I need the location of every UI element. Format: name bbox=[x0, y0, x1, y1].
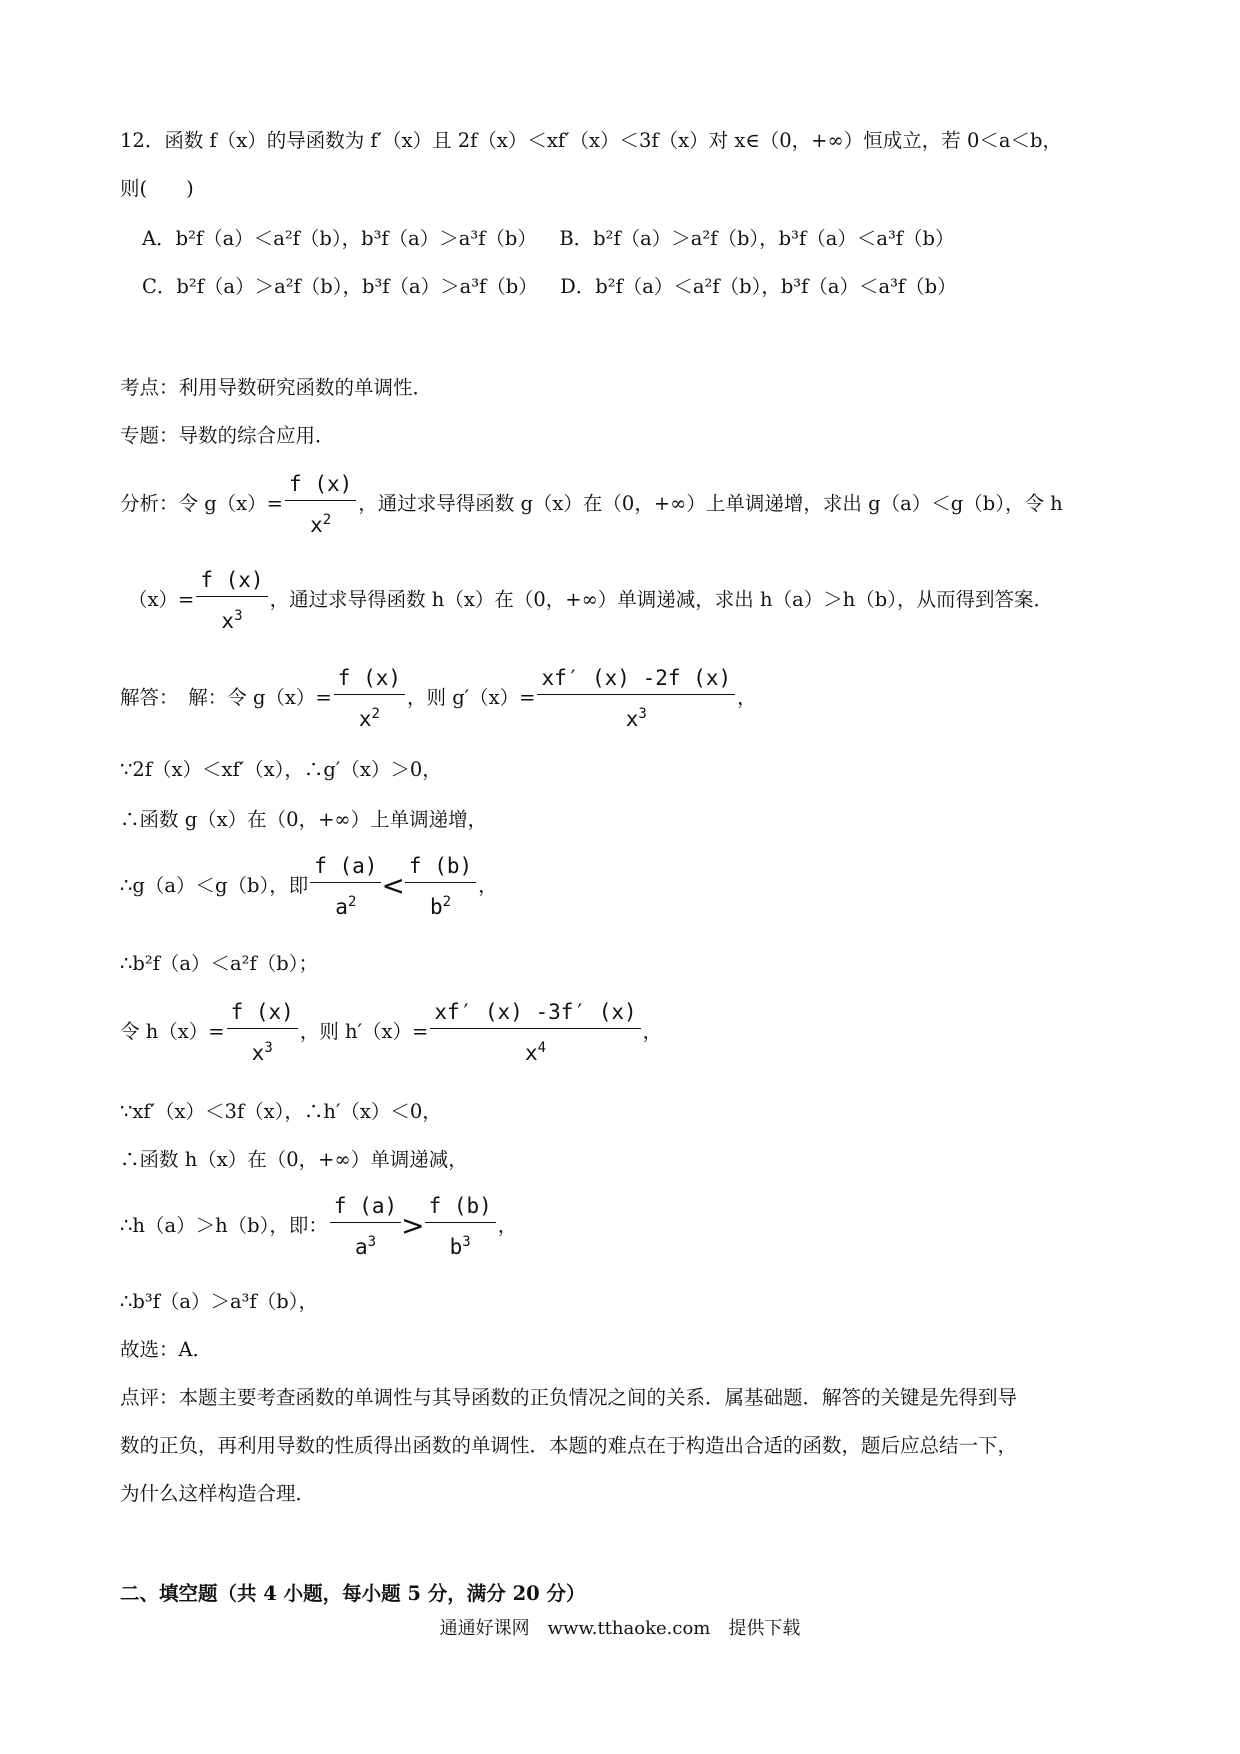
dianping-line3: 为什么这样构造合理． bbox=[120, 1482, 316, 1505]
option-d: D．b²f（a）＜a²f（b），b³f（a）＜a³f（b） bbox=[560, 275, 957, 298]
fraction-fx-over-x3: $\frac{f (x)}{x^3}$ bbox=[196, 566, 267, 634]
fenxi-text-a: 分析：令 g（x）= bbox=[120, 492, 284, 515]
jieda-text: ， bbox=[497, 1214, 518, 1237]
dianping-line1: 点评：本题主要考查函数的单调性与其导函数的正负情况之间的关系．属基础题．解答的关键是先得到导 bbox=[120, 1386, 1018, 1409]
section-heading: 二、填空题（共 4 小题，每小题 5 分，满分 20 分） bbox=[120, 1582, 586, 1605]
jieda-line2: ∵2f（x）＜xf′（x），∴g′（x）＞0， bbox=[120, 758, 442, 781]
fenxi-text-b: ，通过求导得函数 g（x）在（0，+∞）上单调递增，求出 g（a）＜g（b），令 h bbox=[358, 492, 1063, 515]
fraction-hx: $\frac{f (x)}{x^3}$ bbox=[227, 998, 298, 1066]
option-c: C．b²f（a）＞a²f（b），b³f（a）＞a³f（b） bbox=[142, 275, 538, 298]
fraction-fa-over-a2: $\frac{f (a)}{a^2}$ bbox=[310, 852, 381, 920]
fraction-h-prime: $\frac{xf' (x) -3f' (x)}{x^4}$ bbox=[430, 998, 640, 1066]
jieda-text: ， bbox=[737, 686, 757, 709]
jieda-line9 bbox=[120, 1192, 517, 1260]
option-row-2 bbox=[142, 273, 957, 301]
question-stem-line2: 则( ) bbox=[120, 177, 194, 200]
fraction-fb-over-b3: $\frac{f (b)}{b^3}$ bbox=[425, 1192, 496, 1260]
fenxi-text-c: （x）= bbox=[128, 588, 195, 611]
jieda-text: 解答： 解：令 g（x）= bbox=[120, 686, 332, 709]
jieda-text: ，则 g′（x）= bbox=[407, 686, 536, 709]
jieda-text: ， bbox=[478, 874, 498, 897]
jieda-line5: ∴b²f（a）＜a²f（b）； bbox=[120, 952, 318, 975]
fraction-fx-over-x2: $\frac{f (x)}{x^2}$ bbox=[285, 470, 356, 538]
jieda-line4 bbox=[120, 852, 498, 920]
less-than-symbol: < bbox=[381, 869, 405, 902]
question-stem-line1: 12．函数 f（x）的导函数为 f′（x）且 2f（x）＜xf′（x）＜3f（x）对 x∈（0，+∞）恒成立，若 0＜a＜b， bbox=[120, 129, 1062, 152]
jieda-text: ，则 h′（x）= bbox=[299, 1020, 429, 1043]
jieda-line10: ∴b³f（a）＞a³f（b）， bbox=[120, 1290, 318, 1313]
jieda-text: 令 h（x）= bbox=[120, 1020, 225, 1043]
fraction-fb-over-b2: $\frac{f (b)}{b^2}$ bbox=[405, 852, 476, 920]
jieda-line11: 故选：A． bbox=[120, 1338, 213, 1361]
fraction-g-prime: $\frac{xf' (x) -2f (x)}{x^3}$ bbox=[537, 664, 735, 732]
jieda-text: ∴g（a）＜g（b），即 bbox=[120, 874, 309, 897]
fenxi-text-d: ，通过求导得函数 h（x）在（0，+∞）单调递减，求出 h（a）＞h（b），从而得到答案． bbox=[269, 588, 1053, 611]
jieda-line1 bbox=[120, 664, 757, 732]
zhuanti-line: 专题：导数的综合应用． bbox=[120, 424, 335, 447]
option-b: B．b²f（a）＞a²f（b），b³f（a）＜a³f（b） bbox=[559, 227, 955, 250]
fenxi-line1 bbox=[120, 470, 1063, 538]
greater-than-symbol: > bbox=[401, 1209, 425, 1242]
dianping-line2: 数的正负，再利用导数的性质得出函数的单调性．本题的难点在于构造出合适的函数，题后应总结一下， bbox=[120, 1434, 1018, 1457]
fraction-gx: $\frac{f (x)}{x^2}$ bbox=[334, 664, 405, 732]
fraction-fa-over-a3: $\frac{f (a)}{a^3}$ bbox=[330, 1192, 401, 1260]
jieda-text: ， bbox=[642, 1020, 663, 1043]
jieda-line6 bbox=[120, 998, 662, 1066]
jieda-line8: ∴函数 h（x）在（0，+∞）单调递减， bbox=[120, 1148, 468, 1171]
option-row-1 bbox=[142, 225, 954, 253]
fenxi-line2 bbox=[128, 566, 1053, 634]
jieda-line7: ∵xf′（x）＜3f（x），∴h′（x）＜0， bbox=[120, 1100, 442, 1123]
page-footer: 通通好课网 www.tthaoke.com 提供下载 bbox=[439, 1618, 801, 1639]
jieda-line3: ∴函数 g（x）在（0，+∞）上单调递增， bbox=[120, 808, 488, 831]
kaodian-line: 考点：利用导数研究函数的单调性． bbox=[120, 376, 433, 399]
jieda-text: ∴h（a）＞h（b），即： bbox=[120, 1214, 328, 1237]
option-a: A．b²f（a）＜a²f（b），b³f（a）＞a³f（b） bbox=[142, 227, 537, 250]
